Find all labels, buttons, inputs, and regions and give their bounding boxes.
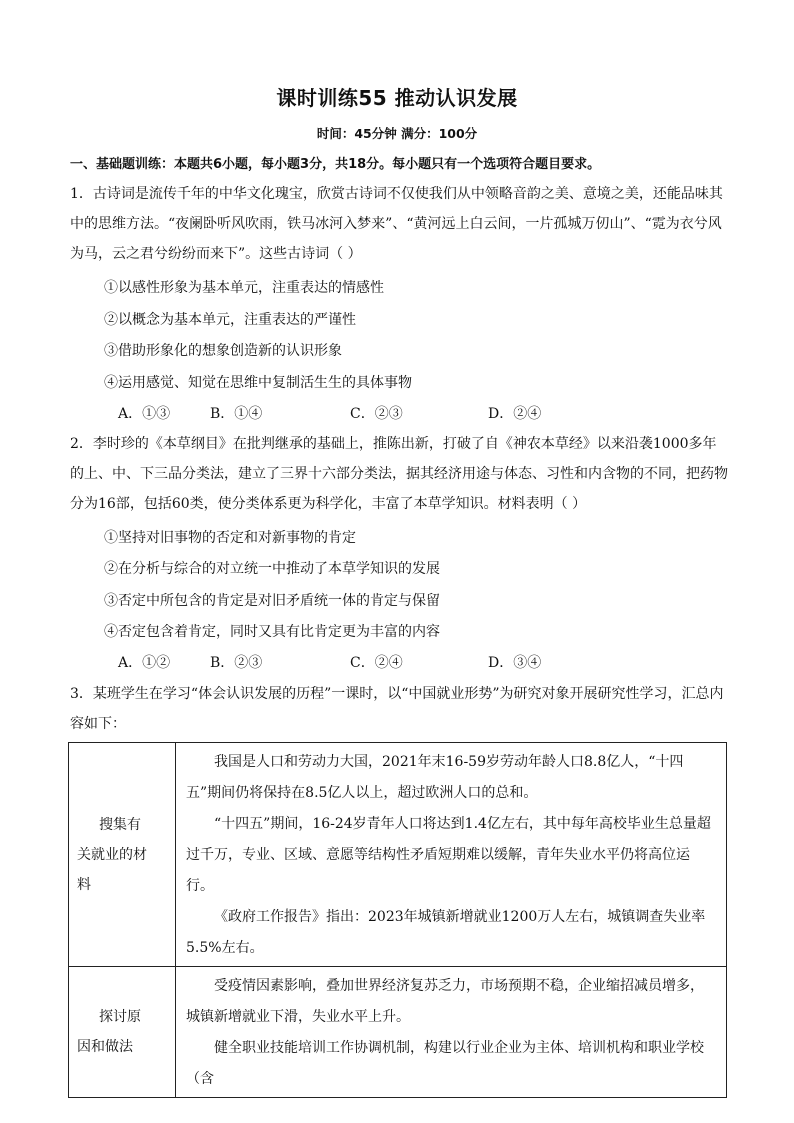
section-heading: 一、基础题训练：本题共6小题，每小题3分，共18分。每小题只有一个选项符合题目要求。 [70,157,601,172]
row-label-line: 探讨原 [99,1009,141,1025]
choice-b[interactable]: B．①④ [210,406,263,422]
row-content [176,743,727,967]
table-paragraph: 《政府工作报告》指出：2023年城镇新增就业1200万人左右，城镇调查失业率5.5%左右。 [186,909,706,956]
table-row [69,743,727,967]
choice-d[interactable]: D．②④ [488,406,542,422]
question-2-option-2: ②在分析与综合的对立统一中推动了本草学知识的发展 [104,561,440,577]
question-2-stem: 2．李时珍的《本草纲目》在批判继承的基础上，推陈出新，打破了自《神农本草经》以来沿袭1000多年的上、中、下三品分类法，建立了三界十六部分类法，据其经济用途与体态、习性和内含物的不同，把药物分为16部，包括60类，使分类体系更为科学化，丰富了本草学知识。材料表明（ ） [70,436,728,512]
row-label [69,743,176,967]
table-paragraph: 受疫情因素影响，叠加世界经济复苏乏力，市场预期不稳，企业缩招减员增多，城镇新增就业下滑，失业水平上升。 [186,978,704,1025]
choice-c[interactable]: C．②④ [350,655,403,671]
row-label-line: 关就业的材 [77,846,147,863]
question-1-option-2: ②以概念为基本单元，注重表达的严谨性 [104,312,356,328]
exam-info: 时间：45分钟 满分：100分 [316,126,478,141]
row-label-line: 因和做法 [77,1039,133,1055]
choice-a[interactable]: A．①② [118,655,171,671]
choice-d[interactable]: D．③④ [488,655,542,671]
choice-a[interactable]: A．①③ [118,406,171,422]
row-label-line: 料 [77,876,91,893]
choice-b[interactable]: B．②③ [210,655,263,671]
choice-c[interactable]: C．②③ [350,406,403,422]
page-title: 课时训练55 推动认识发展 [276,86,518,110]
row-label-line: 搜集有 [99,816,141,833]
question-2-option-3: ③否定中所包含的肯定是对旧矛盾统一体的肯定与保留 [104,593,440,609]
table-paragraph: “十四五”期间，16-24岁青年人口将达到1.4亿左右，其中每年高校毕业生总量超过千万，专业、区域、意愿等结构性矛盾短期难以缓解，青年失业水平仍将高位运行。 [186,816,711,894]
question-3-stem: 3．某班学生在学习“体会认识发展的历程”一课时，以“中国就业形势”为研究对象开展研究性学习，汇总内容如下： [70,686,724,732]
question-2-choices [118,653,578,673]
row-label [69,967,176,1098]
question-1-choices [118,404,578,424]
table-paragraph: 健全职业技能培训工作协调机制，构建以行业企业为主体、培训机构和职业学校（含 [186,1040,704,1087]
table-row [69,967,727,1098]
question-1-option-3: ③借助形象化的想象创造新的认识形象 [104,343,342,359]
row-content [176,967,727,1098]
question-1-option-4: ④运用感觉、知觉在思维中复制活生生的具体事物 [104,375,412,391]
question-2-option-4: ④否定包含着肯定，同时又具有比肯定更为丰富的内容 [104,624,440,640]
question-2-option-1: ①坚持对旧事物的否定和对新事物的肯定 [104,530,356,546]
research-table [68,742,727,1098]
question-1-option-1: ①以感性形象为基本单元，注重表达的情感性 [104,280,384,296]
question-1-stem: 1．古诗词是流传千年的中华文化瑰宝，欣赏古诗词不仅使我们从中领略音韵之美、意境之美，还能品味其中的思维方法。“夜阑卧听风吹雨，铁马冰河入梦来”、“黄河远上白云间，一片孤城万仞山”、“霓为衣兮风为马，云之君兮纷纷而来下”。这些古诗词（ ） [70,186,723,262]
table-paragraph: 我国是人口和劳动力大国，2021年末16-59岁劳动年龄人口8.8亿人，“十四五”期间仍将保持在8.5亿人以上，超过欧洲人口的总和。 [186,754,684,801]
